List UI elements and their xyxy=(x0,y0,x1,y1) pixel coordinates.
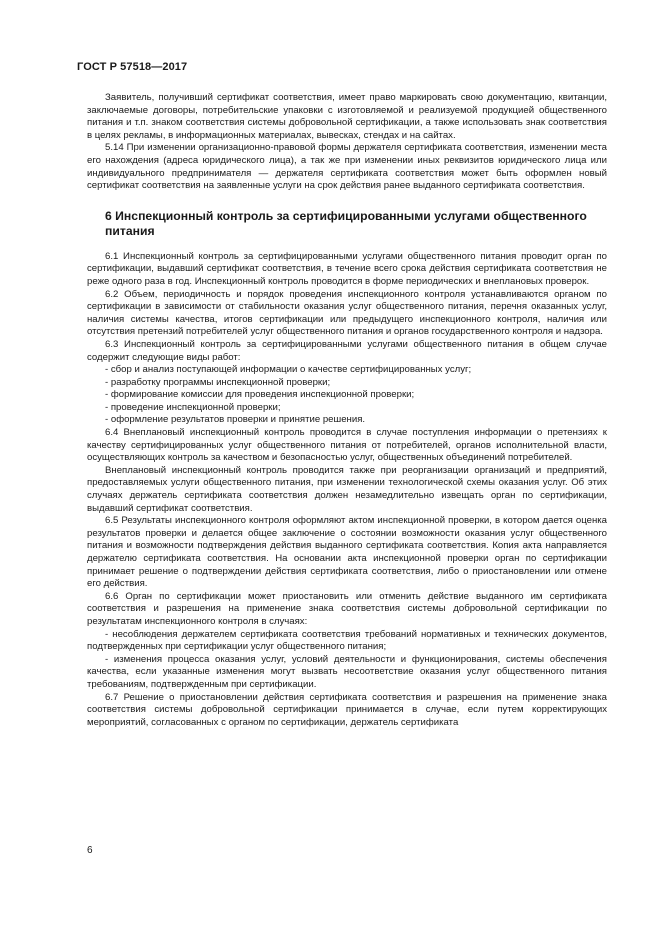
paragraph: - несоблюдения держателем сертификата соответствия требований нормативных и технических документов, подтвержденных при сертификации услуг общественного питания; xyxy=(87,628,607,653)
paragraph-6-6: 6.6 Орган по сертификации может приостановить или отменить действие выданного им сертификата соответствия и разрешения на применение знака соответствия системы добровольной сертификации по результатам инспекционного контроля в случаях: xyxy=(87,590,607,627)
paragraph-6-4: 6.4 Внеплановый инспекционный контроль проводится в случае поступления информации о претензиях к качеству сертифицированных услуг общественного питания от потребителей, органов исполнительной власти, осуществляющих контроль за качеством и безопасностью услуг, общественных объединений потребителей. xyxy=(87,427,607,464)
paragraph: - изменения процесса оказания услуг, условий деятельности и функционирования, системы обеспечения качества, если указанные изменения могут вызвать несоответствие оказания услуг общественного питания требованиям, подтвержденным при сертификации. xyxy=(87,653,607,690)
paragraph: Заявитель, получивший сертификат соответствия, имеет право маркировать свою документацию, квитанции, заключаемые договоры, потребительские упаковки с изготовляемой и реализуемой продукцией общественного питания и т.п. знаком соответствия системы добровольной сертификации, а также использовать знак соответствия в целях рекламы, в информационных материалах, вывесках, стендах и на сайтах. xyxy=(87,92,607,141)
list-item: - оформление результатов проверки и принятие решения. xyxy=(105,414,366,426)
list-item: - проведение инспекционной проверки; xyxy=(105,401,281,413)
paragraph-5-14: 5.14 При изменении организационно-правовой формы держателя сертификата соответствия, изменении места его нахождения (адреса юридического лица), а так же при изменении иных реквизитов юридического лица или индивидуального предпринимателя — держателя сертификата соответствия может быть оформлен новый сертификат соответствия на заявленные услуги на срок действия ранее выданного сертификата соответствия. xyxy=(87,142,607,192)
paragraph-6-5: 6.5 Результаты инспекционного контроля оформляют актом инспекционной проверки, в котором дается оценка результатов проверки и делается общее заключение о состоянии возможности оказания услуг общественного питания и возможности подтверждения действия выданного сертификата соответствия. Копия акта направляется держателю сертификата соответствия. На основании акта инспекционной проверки орган по сертификации принимает решение о подтверждении действия сертификата соответствия, либо о приостановлении или отмене его действия. xyxy=(87,515,607,590)
paragraph-6-7: 6.7 Решение о приостановлении действия сертификата соответствия и разрешения на применение знака соответствия системы добровольной сертификации принимается в случае, если путем корректирующих мероприятий, согласованных с органом по сертификации, держатель сертификата xyxy=(87,691,607,728)
paragraph-6-1: 6.1 Инспекционный контроль за сертифицированными услугами общественного питания проводит орган по сертификации, выдавший сертификат соответствия, в течение всего срока действия сертификата соответствия не реже одного раза в год. Инспекционный контроль проводится в форме периодических и внеплановых проверок. xyxy=(87,250,607,287)
document-body xyxy=(87,92,607,729)
section-heading-6: 6 Инспекционный контроль за сертифицированными услугами общественного питания xyxy=(105,208,587,238)
list-item: - формирование комиссии для проведения инспекционной проверки; xyxy=(105,389,415,401)
list-item: - сбор и анализ поступающей информации о качестве сертифицированных услуг; xyxy=(105,364,472,376)
paragraph: Внеплановый инспекционный контроль проводится также при реорганизации организаций и предприятий, предоставляемых услуги общественного питания, при изменении технологической схемы оказания услуг. Об этих случаях держатель сертификата соответствия должен незамедлительно извещать орган по сертификации, выдавший сертификат соответствия. xyxy=(87,464,607,514)
paragraph-6-2: 6.2 Объем, периодичность и порядок проведения инспекционного контроля устанавливаются органом по сертификации в зависимости от стабильности оказания услуг общественного питания, перечня оказанных услуг, наличия системы качества, итогов сертификации или предыдущего инспекционного контроля, наличия или отсутствия претензий потребителей услуг общественного питания и органов государственного контроля и надзора. xyxy=(87,288,607,338)
paragraph-6-3: 6.3 Инспекционный контроль за сертифицированными услугами общественного питания в общем случае содержит следующие виды работ: xyxy=(87,338,607,363)
page-number: 6 xyxy=(87,845,93,856)
document-header: ГОСТ Р 57518—2017 xyxy=(77,61,188,73)
list-item: - разработку программы инспекционной проверки; xyxy=(105,376,331,388)
